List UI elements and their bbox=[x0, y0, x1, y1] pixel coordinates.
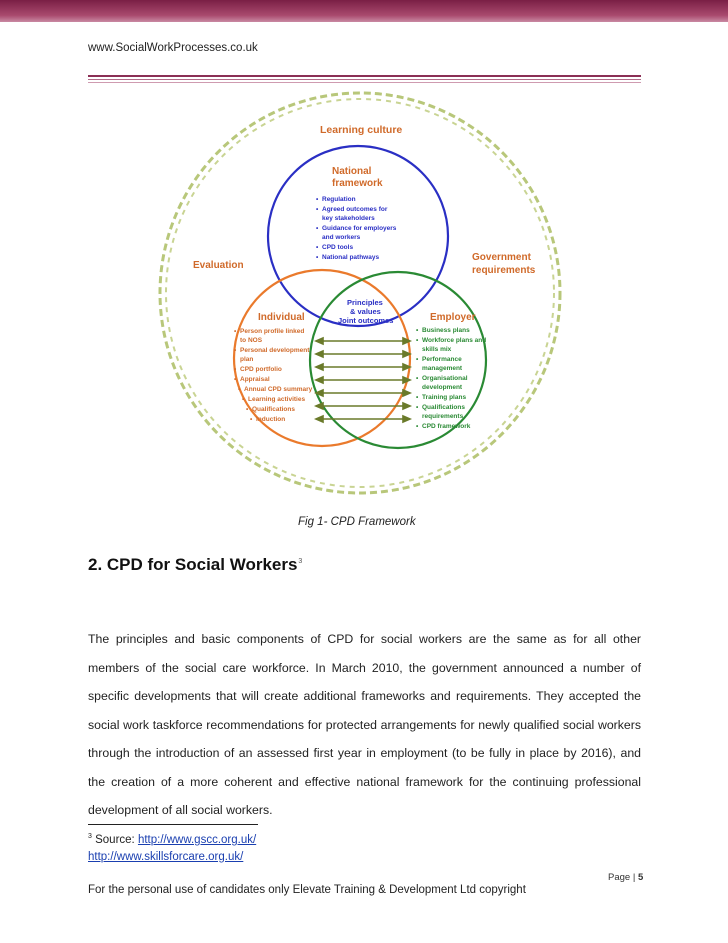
footnote-link-skillsforcare[interactable]: http://www.skillsforcare.org.uk/ bbox=[88, 850, 244, 863]
label-requirements: requirements bbox=[472, 265, 536, 276]
individual-item: Appraisal bbox=[240, 376, 270, 383]
individual-item: • bbox=[242, 396, 245, 403]
section-heading-text: 2. CPD for Social Workers bbox=[88, 555, 298, 574]
center-values: & values bbox=[350, 307, 381, 316]
national-item: CPD tools bbox=[322, 244, 354, 251]
outer-ring-inner bbox=[166, 99, 554, 487]
individual-item: Induction bbox=[256, 416, 286, 423]
employer-item: • bbox=[416, 404, 419, 411]
footnote-link-gscc[interactable]: http://www.gscc.org.uk/ bbox=[137, 833, 257, 846]
employer-list bbox=[416, 327, 486, 430]
individual-list bbox=[234, 328, 313, 423]
individual-title: Individual bbox=[258, 312, 305, 323]
header-rule-thin bbox=[88, 79, 641, 80]
national-item: • bbox=[316, 196, 319, 203]
individual-item: • bbox=[234, 328, 237, 335]
national-item: Agreed outcomes for bbox=[322, 206, 388, 213]
top-banner bbox=[0, 0, 728, 22]
label-government: Government bbox=[472, 252, 531, 263]
individual-item: • bbox=[234, 376, 237, 383]
employer-item: • bbox=[416, 327, 419, 334]
figure-caption: Fig 1- CPD Framework bbox=[298, 516, 416, 528]
employer-item: development bbox=[422, 384, 463, 391]
page-number-value: 5 bbox=[637, 872, 644, 883]
double-arrow-icon bbox=[316, 364, 410, 370]
national-item: • bbox=[316, 254, 319, 261]
header-url: www.SocialWorkProcesses.co.uk bbox=[88, 42, 258, 54]
employer-item: • bbox=[416, 337, 419, 344]
double-arrow-icon bbox=[316, 338, 410, 344]
national-list bbox=[316, 196, 397, 261]
individual-item: Person profile linked bbox=[240, 328, 305, 335]
employer-item: Organisational bbox=[422, 375, 468, 382]
employer-item: • bbox=[416, 356, 419, 363]
cpd-framework-diagram bbox=[150, 88, 570, 508]
label-learning-culture: Learning culture bbox=[320, 124, 403, 136]
national-title-2: framework bbox=[332, 178, 383, 189]
employer-item: Workforce plans and bbox=[422, 337, 487, 344]
employer-item: requirements bbox=[422, 413, 464, 420]
double-arrow-icon bbox=[316, 377, 410, 383]
national-item: Guidance for employers bbox=[322, 225, 397, 232]
page-number bbox=[608, 872, 643, 883]
outer-ring bbox=[160, 93, 560, 493]
footnote-number: 3 bbox=[88, 833, 92, 840]
individual-item: • bbox=[234, 347, 237, 354]
national-item: National pathways bbox=[322, 254, 380, 261]
individual-item: • bbox=[246, 406, 249, 413]
individual-item: Annual CPD summary bbox=[244, 386, 313, 393]
individual-item: • bbox=[234, 366, 237, 373]
employer-item: Training plans bbox=[422, 394, 467, 401]
page-label: Page | bbox=[608, 872, 638, 883]
header-rule bbox=[88, 75, 641, 77]
body-paragraph: The principles and basic components of CPD for social workers are the same as for all other members of the social care workforce. In March 2010, the government announced a number of specific developments that will create additional frameworks and requirements. They accepted the social work taskforce recommendations for protected arrangements for newly qualified social workers through the introduction of an assessed first year in employment (to be fully in place by 2016), and the creation of a more coherent and effective national framework for the continuing professional development of all social workers. bbox=[88, 632, 641, 817]
section-heading bbox=[88, 555, 302, 575]
individual-item: Qualifications bbox=[252, 406, 295, 413]
arrows bbox=[316, 338, 410, 422]
employer-item: • bbox=[416, 375, 419, 382]
employer-item: management bbox=[422, 365, 463, 372]
employer-title: Employer bbox=[430, 312, 476, 323]
national-title-1: National bbox=[332, 166, 372, 177]
national-item: and workers bbox=[322, 234, 361, 241]
center-joint-outcomes: Joint outcomes bbox=[338, 316, 394, 325]
center-principles: Principles bbox=[347, 298, 383, 307]
employer-item: • bbox=[416, 423, 419, 430]
individual-item: • bbox=[250, 416, 253, 423]
national-item: • bbox=[316, 206, 319, 213]
footnote bbox=[88, 828, 256, 866]
footer-copyright: For the personal use of candidates only Elevate Training & Development Ltd copyright bbox=[88, 884, 526, 896]
individual-item: CPD portfolio bbox=[240, 366, 282, 373]
individual-item: Learning activities bbox=[248, 396, 306, 403]
national-item: • bbox=[316, 244, 319, 251]
label-evaluation: Evaluation bbox=[193, 260, 244, 271]
footnote-ref[interactable]: 3 bbox=[298, 558, 303, 566]
employer-item: • bbox=[416, 394, 419, 401]
employer-item: skills mix bbox=[422, 346, 452, 353]
individual-item: plan bbox=[240, 356, 254, 363]
header-rule-faint bbox=[88, 82, 641, 83]
national-item: Regulation bbox=[322, 196, 356, 203]
double-arrow-icon bbox=[316, 390, 410, 396]
national-item: • bbox=[316, 225, 319, 232]
employer-item: Business plans bbox=[422, 327, 470, 334]
footnote-prefix: Source: bbox=[91, 833, 138, 846]
double-arrow-icon bbox=[316, 351, 410, 357]
footnote-rule bbox=[88, 824, 258, 825]
individual-item: Personal development bbox=[240, 347, 310, 354]
employer-item: CPD framework bbox=[422, 423, 471, 430]
national-item: key stakeholders bbox=[322, 215, 375, 222]
employer-item: Performance bbox=[422, 356, 462, 363]
employer-item: Qualifications bbox=[422, 404, 465, 411]
individual-item: • bbox=[238, 386, 241, 393]
individual-item: to NOS bbox=[240, 337, 263, 344]
